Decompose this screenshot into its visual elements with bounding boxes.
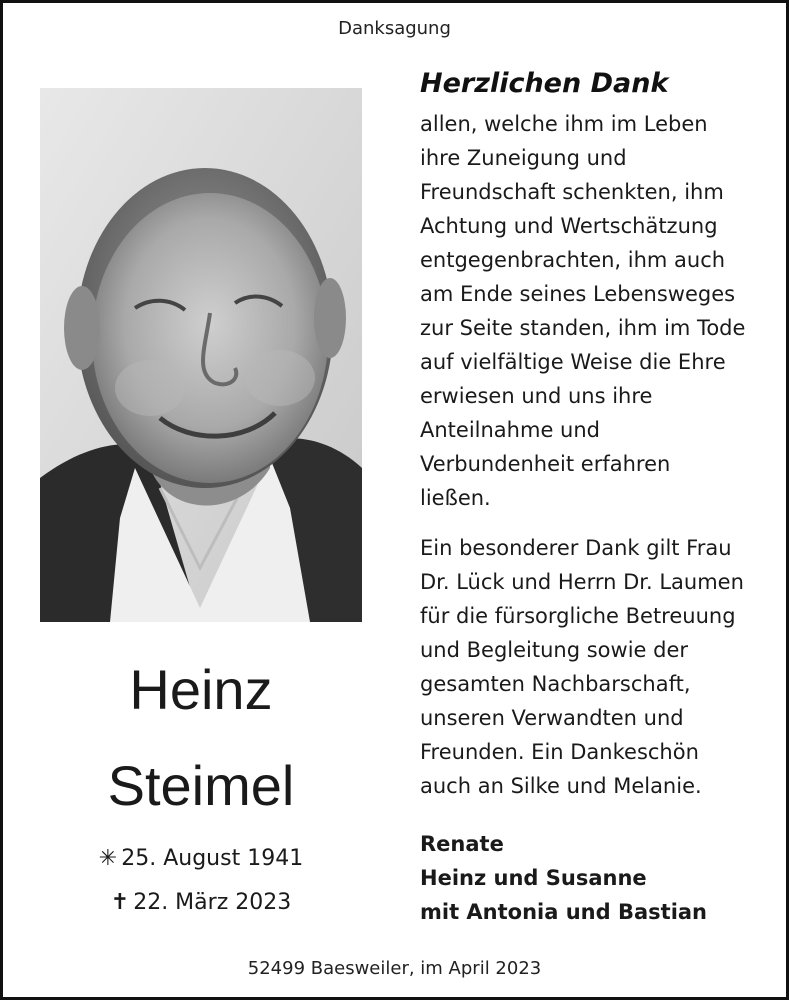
notice-header: Danksagung [338, 18, 451, 39]
text-line: Anteilnahme und [420, 418, 600, 443]
text-line: erwiesen und uns ihre [420, 384, 653, 409]
text-line: Dr. Lück und Herrn Dr. Laumen [420, 570, 744, 595]
text-line: ihre Zuneigung und [420, 146, 627, 171]
text-line: Achtung und Wertschätzung [420, 214, 718, 239]
death-date: 22. März 2023 [133, 890, 292, 915]
cross-icon: ✝ [110, 890, 130, 915]
deceased-first-name: Heinz [129, 658, 273, 721]
text-line: für die fürsorgliche Betreuung [420, 604, 736, 629]
text-line: Freunden. Ein Dankeschön [420, 740, 699, 765]
birth-star-icon: ✳ [98, 846, 118, 871]
deceased-last-name: Steimel [107, 754, 295, 817]
thanks-paragraph-2 [420, 531, 770, 803]
text-line: zur Seite standen, ihm im Tode [420, 316, 746, 341]
birth-date-line [40, 846, 362, 871]
text-line: und Begleitung sowie der [420, 638, 689, 663]
signatories [420, 827, 770, 929]
place-date-footer: 52499 Baesweiler, im April 2023 [247, 958, 542, 979]
thanks-column [420, 66, 770, 929]
text-line: Verbundenheit erfahren [420, 452, 671, 477]
text-line: Ein besonderer Dank gilt Frau [420, 536, 732, 561]
text-line: Freundschaft schenkten, ihm [420, 180, 724, 205]
signatory: Heinz und Susanne [420, 866, 647, 891]
text-line: allen, welche ihm im Leben [420, 112, 708, 137]
birth-date: 25. August 1941 [121, 846, 304, 871]
text-line: ließen. [420, 486, 491, 511]
text-line: unseren Verwandten und [420, 706, 684, 731]
signatory: Renate [420, 832, 504, 857]
thanks-paragraph-1 [420, 107, 770, 515]
portrait-photo [40, 88, 362, 622]
text-line: auch an Silke und Melanie. [420, 774, 702, 799]
text-line: am Ende seines Lebensweges [420, 282, 736, 307]
death-date-line [40, 890, 362, 915]
signatory: mit Antonia und Bastian [420, 900, 708, 925]
thanks-title: Herzlichen Dank [420, 68, 669, 99]
text-line: gesamten Nachbarschaft, [420, 672, 691, 697]
text-line: auf vielfältige Weise die Ehre [420, 350, 726, 375]
text-line: entgegenbrachten, ihm auch [420, 248, 726, 273]
